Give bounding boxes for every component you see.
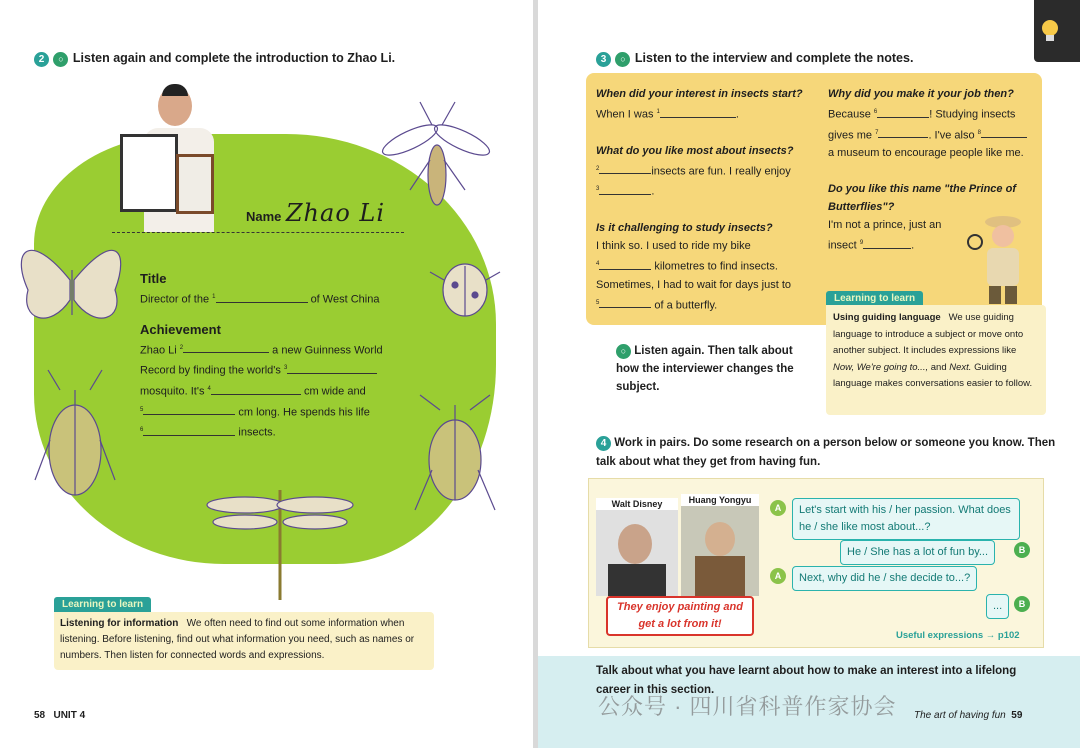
answer-2b: $^3$ . (596, 180, 816, 201)
name-row (246, 199, 385, 227)
task-instruction: Listen to the interview and complete the notes. (634, 51, 914, 65)
lightbulb-icon (1034, 0, 1080, 62)
speaker-a-avatar: A (770, 500, 786, 516)
learning-title: Listening for information (60, 618, 179, 629)
answer-1: When I was $^1$ . (596, 103, 816, 124)
page-number: 59 (1011, 710, 1023, 721)
ach-line-3: mosquito. It's $^4$ cm wide and (140, 380, 430, 401)
watermark: 公众号 · 四川省科普作家协会 (598, 694, 897, 719)
dialog-bubble-4: ... (986, 594, 1009, 619)
summary-text: Talk about what you have learnt about how to make an interest into a lifelong career in this section. (596, 665, 1017, 696)
blank-9[interactable] (863, 237, 911, 249)
zhao-li-photo (118, 84, 233, 232)
task-number: 2 (34, 52, 49, 67)
useful-expressions-link[interactable]: Useful expressions → p102 (896, 630, 1020, 641)
answer-5-line-1: I'm not a prince, just an (828, 219, 942, 232)
guiding-box: Using guiding language We use guiding language to introduce a subject or move onto another subject. It includes expressions like Now, We're going to..., and Next. Guiding language makes conversations easier to follow. (826, 305, 1046, 415)
task-2-heading (34, 49, 395, 67)
answer-3-line-3: Sometimes, I had to wait for days just to (596, 278, 792, 291)
answer-4-line-1: Because $^6$ ! Studying insects (828, 103, 1040, 124)
dialog-bubble-2: He / She has a lot of fun by... (840, 540, 995, 565)
answer-5-line-2: insect $^9$ . (828, 234, 1040, 255)
task-3-heading (596, 49, 913, 67)
beetle-left-drawing (35, 370, 115, 495)
divider (112, 232, 404, 233)
butterfly-drawing (21, 250, 120, 318)
question-1: When did your interest in insects start? (596, 88, 803, 100)
blank-5[interactable] (599, 296, 651, 308)
blank-6[interactable] (877, 106, 929, 118)
answer-4-line-2: gives me $^7$ . I've also $^8$ (828, 124, 1040, 145)
title-line: Director of the $^1$ of West China (140, 288, 430, 309)
answer-2: $^2$ insects are fun. I really enjoy (596, 160, 816, 181)
photo-huang-yongyu: Huang Yongyu (681, 494, 759, 596)
question-2: What do you like most about insects? (596, 144, 794, 157)
left-footer (34, 710, 85, 721)
blank-3[interactable] (287, 362, 377, 374)
blank-1[interactable] (660, 106, 736, 118)
blank-2[interactable] (183, 341, 269, 353)
learning-text: We often need to find out some information when listening. Before listening, find out what information you need, such as names or numbers. Then listen for connected words and expressions. (60, 618, 415, 661)
wasp-drawing (379, 102, 493, 205)
task-number: 3 (596, 52, 611, 67)
enjoy-caption: They enjoy painting and get a lot from it! (606, 596, 754, 636)
dialog-bubble-1: Let's start with his / her passion. What does he / she like most about...? (792, 498, 1020, 540)
achievement-heading: Achievement (140, 321, 221, 337)
listen-icon: ○ (615, 52, 630, 67)
learning-box (54, 612, 434, 670)
question-4: Why did you make it your job then? (828, 88, 1014, 100)
speaker-b-avatar: B (1014, 542, 1030, 558)
speaker-a-avatar: A (770, 568, 786, 584)
task-instruction: Listen again and complete the introduction to Zhao Li. (72, 51, 396, 65)
hint-button[interactable] (1034, 0, 1080, 62)
guiding-title: Using guiding language (833, 312, 941, 323)
blank-5[interactable] (143, 403, 235, 415)
listen-again: ○ Listen again. Then talk about how the interviewer changes the subject. (616, 345, 794, 393)
blank-2[interactable] (599, 162, 651, 174)
ltl-tab-right: Learning to learn (826, 288, 923, 306)
ach-line-1: Zhao Li $^2$ a new Guinness World (140, 339, 430, 360)
blank-1[interactable] (216, 291, 308, 303)
name-label: Name (246, 209, 282, 224)
ach-line-4: $^5$ cm long. He spends his life (140, 401, 430, 422)
question-5: Do you like this name "the Prince of Butterflies"? (828, 183, 1016, 214)
zhao-li-profile (140, 270, 430, 442)
explorer-illustration (953, 210, 1038, 305)
blank-6[interactable] (143, 424, 235, 436)
speaker-b-avatar: B (1014, 596, 1030, 612)
answer-3-line-4: $^5$ of a butterfly. (596, 294, 816, 315)
task-number: 4 (596, 436, 611, 451)
dialog-bubble-3: Next, why did he / she decide to...? (792, 566, 977, 591)
photo-walt-disney: Walt Disney (596, 498, 678, 596)
unit-label: UNIT 4 (53, 710, 86, 721)
title-heading: Title (140, 271, 167, 286)
notes-left-column (596, 85, 816, 314)
name-value: Zhao Li (285, 199, 386, 227)
dragonfly-drawing (207, 490, 353, 600)
left-page (0, 0, 533, 748)
footer-title: The art of having fun (914, 710, 1006, 721)
answer-4-line-3: a museum to encourage people like me. (828, 147, 1024, 160)
ach-line-5: $^6$ insects. (140, 421, 430, 442)
answer-3-line-2: $^4$ kilometres to find insects. (596, 255, 816, 276)
question-3: Is it challenging to study insects? (596, 221, 773, 234)
blank-3[interactable] (599, 183, 651, 195)
learning-tab: Learning to learn (54, 594, 151, 612)
ach-line-2: Record by finding the world's $^3$ (140, 359, 430, 380)
right-footer (914, 710, 1022, 721)
ladybug-drawing (430, 264, 500, 316)
blank-7[interactable] (878, 126, 928, 138)
listen-icon: ○ (616, 344, 631, 359)
right-page (538, 0, 1080, 748)
blank-4[interactable] (599, 258, 651, 270)
task-instruction: Work in pairs. Do some research on a person below or someone you know. Then talk about what they get from having fun. (596, 437, 1056, 468)
blank-4[interactable] (211, 383, 301, 395)
listen-icon: ○ (53, 52, 68, 67)
blank-8[interactable] (981, 126, 1027, 138)
task-4-heading (596, 434, 1066, 472)
answer-3-line-1: I think so. I used to ride my bike (596, 239, 751, 252)
page-number: 58 (34, 710, 46, 721)
